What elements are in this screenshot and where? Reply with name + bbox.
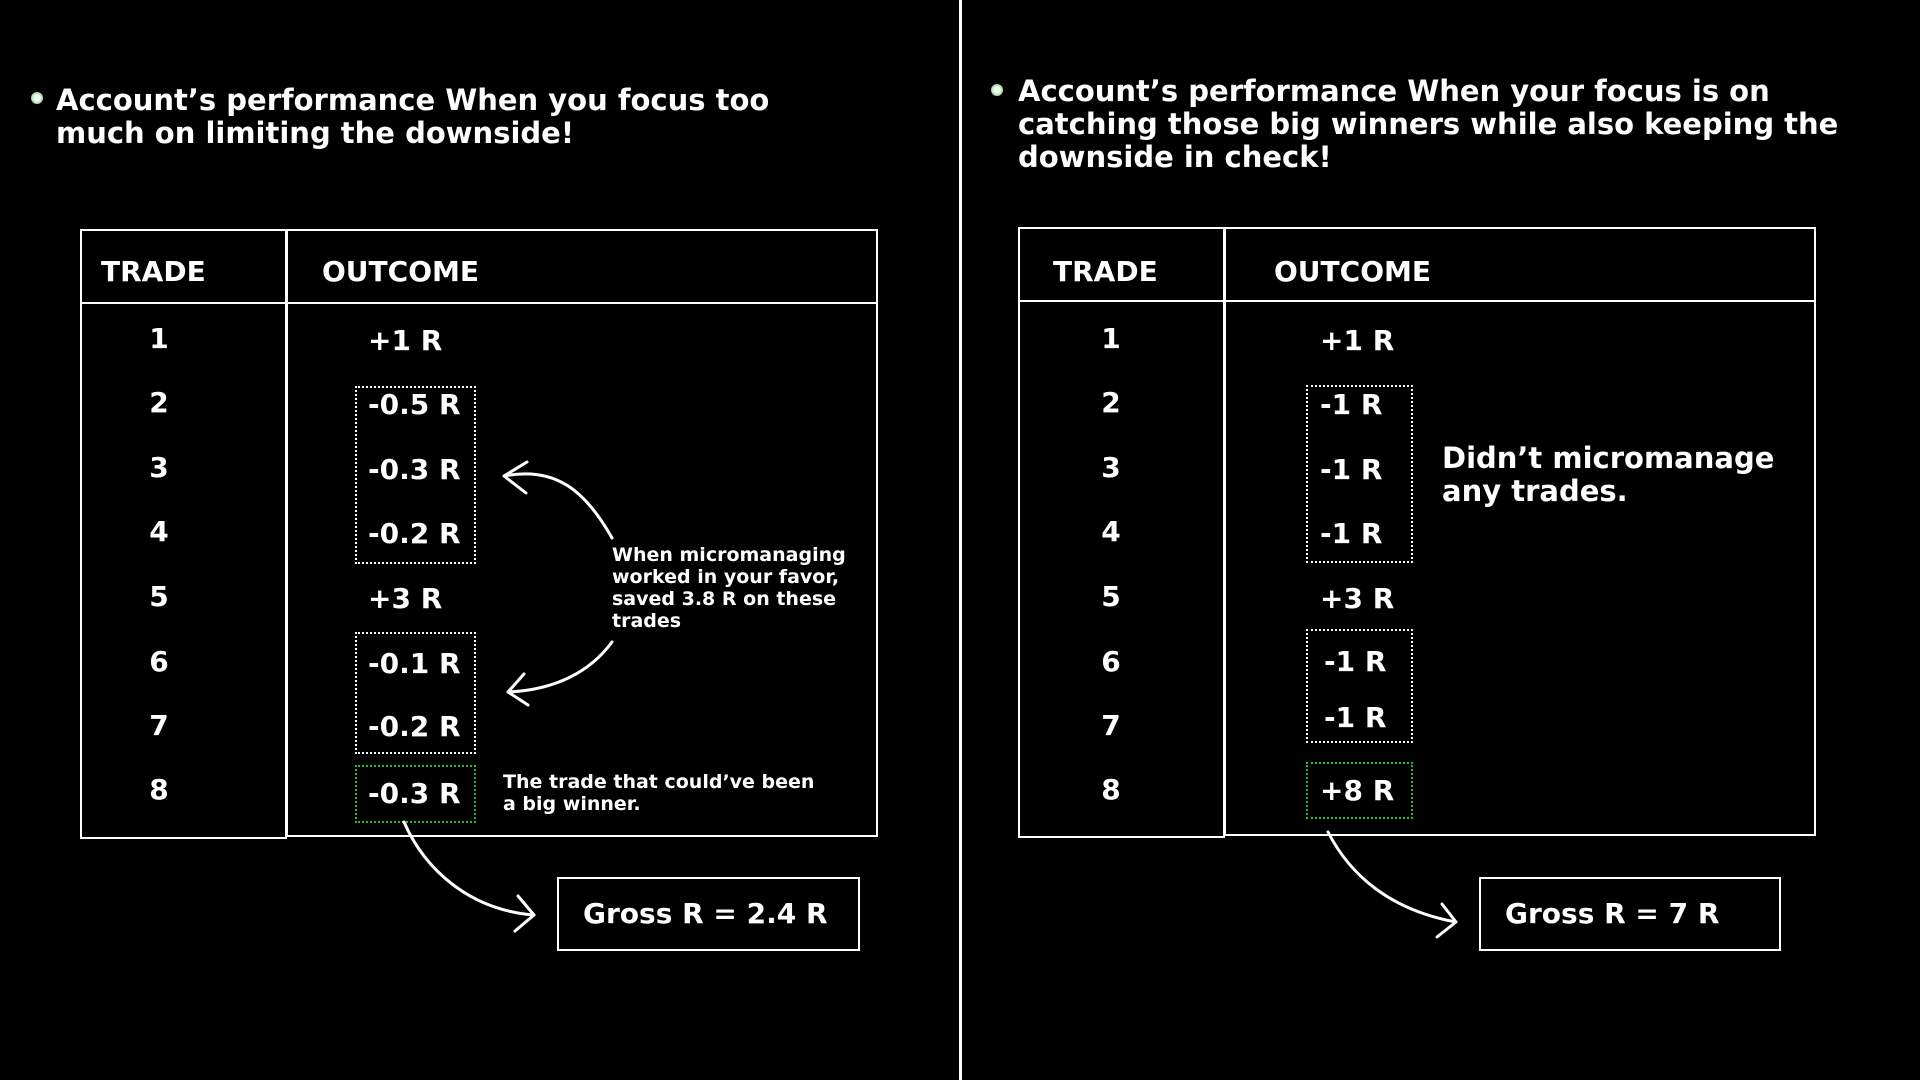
left-trade-number: 1: [149, 322, 169, 355]
right-trade-number: 1: [1101, 322, 1121, 355]
right-outcome-value: +8 R: [1320, 774, 1395, 807]
arrow-to-right-gross: [1328, 832, 1456, 922]
left-outcome-value: +3 R: [368, 582, 443, 615]
right-outcome-value: -1 R: [1320, 453, 1383, 486]
right-trade-number: 2: [1101, 386, 1121, 419]
arrow-to-group-2: [508, 642, 612, 692]
left-gross-box: Gross R = 2.4 R: [557, 877, 860, 951]
right-trade-number: 7: [1101, 709, 1121, 742]
left-trade-number: 7: [149, 709, 169, 742]
right-outcome-value: -1 R: [1320, 388, 1383, 421]
arrow-to-left-gross: [404, 822, 534, 915]
left-trade-number: 8: [149, 773, 169, 806]
right-outcome-value: +1 R: [1320, 324, 1395, 357]
right-heading: Account’s performance When your focus is on catching those big winners while also keeping the downside in check!: [1018, 74, 1839, 174]
left-outcome-value: +1 R: [368, 324, 443, 357]
left-trade-number: 3: [149, 451, 169, 484]
left-outcome-value: -0.3 R: [368, 777, 461, 810]
left-outcome-header: OUTCOME: [322, 255, 479, 288]
left-big-winner-note: The trade that could’ve been a big winner.: [503, 771, 815, 815]
right-trade-number: 3: [1101, 451, 1121, 484]
right-trade-number: 4: [1101, 515, 1121, 548]
arrow-head-icon: [504, 462, 527, 493]
right-outcome-value: +3 R: [1320, 582, 1395, 615]
left-trade-number: 4: [149, 515, 169, 548]
left-heading: Account’s performance When you focus too much on limiting the downside!: [56, 83, 770, 150]
right-outcome-value: -1 R: [1324, 645, 1387, 678]
right-gross-box: Gross R = 7 R: [1479, 877, 1781, 951]
right-trade-number: 8: [1101, 773, 1121, 806]
left-outcome-value: -0.5 R: [368, 388, 461, 421]
right-trade-number: 6: [1101, 645, 1121, 678]
left-trade-number: 5: [149, 580, 169, 613]
left-outcome-value: -0.3 R: [368, 453, 461, 486]
right-trade-number: 5: [1101, 580, 1121, 613]
right-outcome-header: OUTCOME: [1274, 255, 1431, 288]
right-trade-header: TRADE: [1053, 255, 1158, 288]
left-trade-number: 2: [149, 386, 169, 419]
left-micromanage-note: When micromanaging worked in your favor, saved 3.8 R on these trades: [612, 544, 846, 632]
arrow-to-group-1: [504, 474, 612, 538]
right-no-micromanage-note: Didn’t micromanage any trades.: [1442, 441, 1775, 508]
left-trade-header: TRADE: [101, 255, 206, 288]
right-outcome-value: -1 R: [1320, 517, 1383, 550]
right-outcome-value: -1 R: [1324, 701, 1387, 734]
left-outcome-value: -0.2 R: [368, 517, 461, 550]
left-trade-number: 6: [149, 645, 169, 678]
left-outcome-value: -0.1 R: [368, 647, 461, 680]
left-outcome-value: -0.2 R: [368, 710, 461, 743]
